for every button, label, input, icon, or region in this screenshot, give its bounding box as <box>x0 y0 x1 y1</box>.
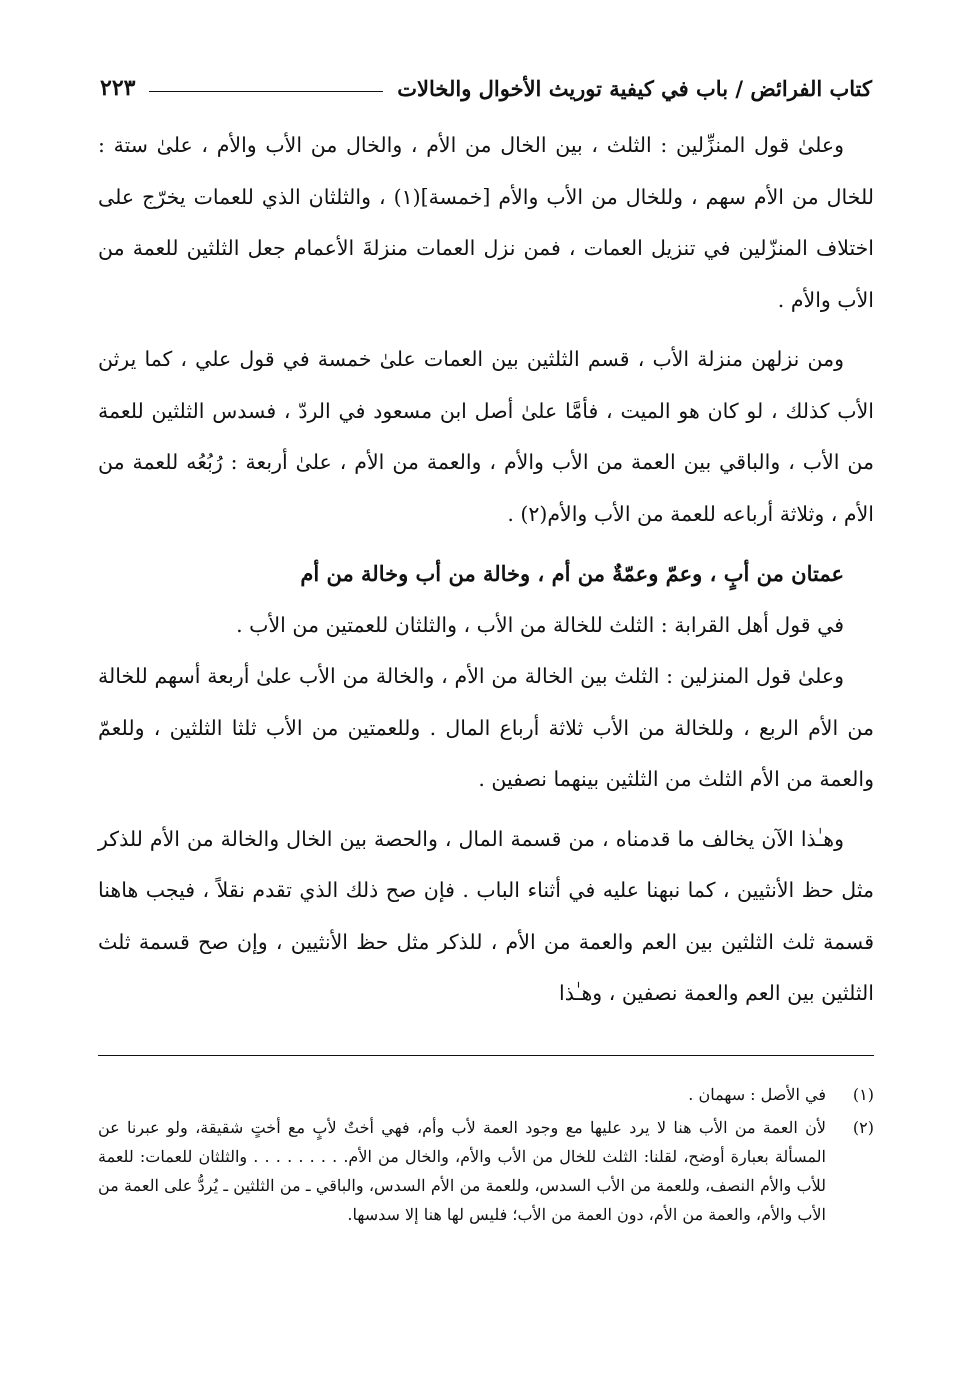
paragraph-3: في قول أهل القرابة : الثلث للخالة من الأب ، والثلثان للعمتين من الأب . <box>236 612 844 637</box>
section-heading: عمتان من أبٍ ، وعمّ وعمّةٌ من أم ، وخالة من أب وخالة من أم <box>300 561 844 586</box>
running-header <box>100 68 872 108</box>
main-text <box>98 120 874 1020</box>
footnote-1 <box>98 1080 874 1109</box>
paragraph-1: وعلىٰ قول المنزِّلين : الثلث ، بين الخال من الأم ، والخال من الأب والأم ، علىٰ ستة : للخال من الأم سهم ، وللخال من الأب والأم [خمسة](١) ، والثلثان الذي للعمات يخرّج على اختلاف المنزّلين في تنزيل العمات ، فمن نزل العمات منزلةَ الأعمام جعل الثلثين للعمة من الأب والأم . <box>98 133 874 312</box>
paragraph-5: وهـٰذا الآن يخالف ما قدمناه ، من قسمة المال ، والحصة بين الخال والخالة من الأم للذكر مثل حظ الأنثيين ، كما نبهنا عليه في أثناء الباب . فإن صح ذلك الذي تقدم نقلاً ، فيجب هاهنا قسمة ثلث الثلثين بين العم والعمة من الأم ، للذكر مثل حظ الأنثيين ، وإن صح قسمة ثلث الثلثين بين العم والعمة نصفين ، وهـٰذا <box>98 826 874 1005</box>
header-title: كتاب الفرائض / باب في كيفية توريث الأخوال والخالات <box>397 75 872 101</box>
header-rule <box>149 91 383 92</box>
paragraph-2: ومن نزلهن منزلة الأب ، قسم الثلثين بين العمات علىٰ خمسة في قول علي ، كما يرثن الأب كذلك ، لو كان هو الميت ، فأمَّا علىٰ أصل ابن مسعود في الردّ ، فسدس الثلثين للعمة من الأب ، والباقي بين العمة من الأب والأم ، والعمة من الأم ، علىٰ أربعة : رُبُعُه للعمة من الأم ، وثلاثة أرباعه للعمة من الأب والأم(٢) . <box>98 347 874 526</box>
footnote-text: في الأصل : سهمان . <box>688 1085 826 1104</box>
footnotes <box>98 1080 874 1233</box>
footnote-text: لأن العمة من الأب هنا لا يرد عليها مع وجود العمة لأب وأم، فهي أختٌ لأبٍ مع أختٍ شقيقة، ولو عبرنا عن المسألة بعبارة أوضح، لقلنا: الثلث للخال من الأب والأم، والخال من الأم. . . . . . . . . والثلثان للعمات: للعمة للأب والأم النصف، وللعمة من الأب السدس، وللعمة من الأم السدس، والباقي ـ من الثلثين ـ يُردُّ على العمة من الأب والأم، والعمة من الأم، دون العمة من الأب؛ فليس لها هنا إلا سدسها. <box>98 1118 826 1224</box>
footnote-number: (٢) <box>852 1118 874 1137</box>
paragraph-4: وعلىٰ قول المنزلين : الثلث بين الخالة من الأم ، والخالة من الأب علىٰ أربعة أسهم للخالة من الأم الربع ، وللخالة من الأب ثلاثة أرباع المال . وللعمتين من الأب ثلثا الثلثين ، وللعمّ والعمة من الأم الثلث من الثلثين بينهما نصفين . <box>98 664 874 791</box>
footnote-number: (١) <box>852 1085 874 1104</box>
page-number: ٢٢٣ <box>100 75 136 101</box>
footnote-separator <box>98 1055 874 1056</box>
footnote-2 <box>98 1113 874 1229</box>
